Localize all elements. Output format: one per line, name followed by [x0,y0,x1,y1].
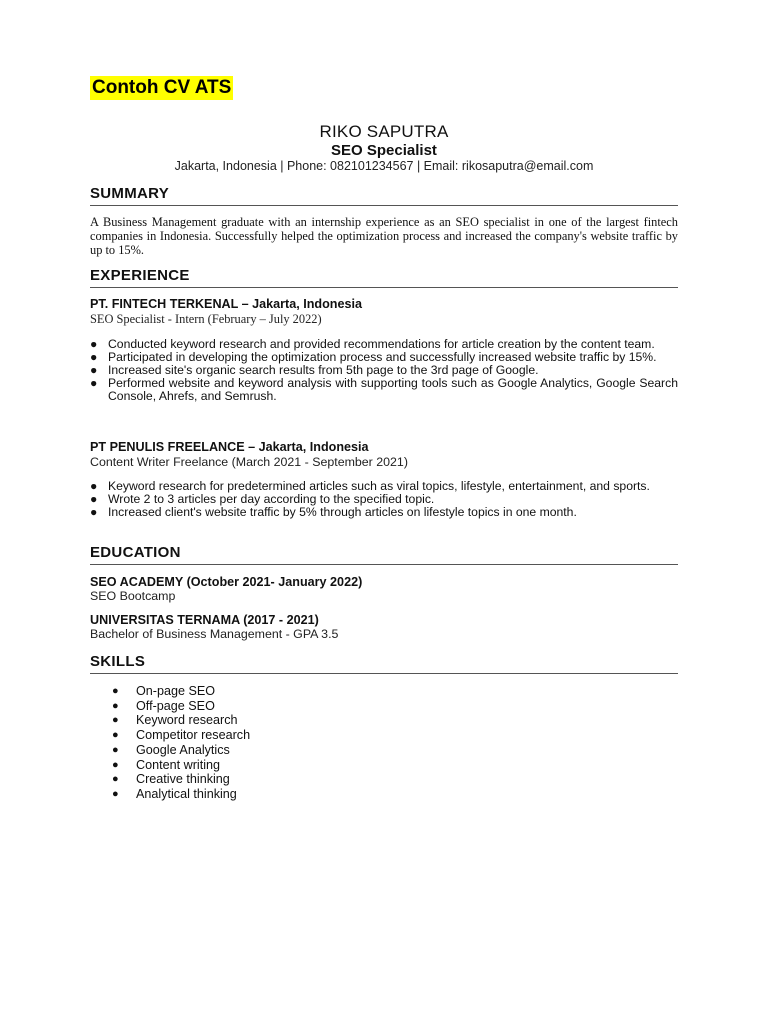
list-item: ● Creative thinking [112,772,230,787]
list-item: ● Wrote 2 to 3 articles per day according to the specified topic. [90,492,435,506]
contact-line: Jakarta, Indonesia | Phone: 082101234567 | Email: rikosaputra@email.com [174,159,594,173]
job-company: PT. FINTECH TERKENAL – Jakarta, Indonesia [90,297,362,311]
summary-section-header [90,184,678,206]
bullet-icon: ● [90,363,98,377]
bullet-icon: ● [112,758,119,771]
list-item: ● Keyword research [112,713,238,728]
candidate-role: SEO Specialist [331,142,437,159]
job-company: PT PENULIS FREELANCE – Jakarta, Indonesia [90,440,369,454]
list-item: ● Performed website and keyword analysis with supporting tools such as Google Analytics, Google Search Console, Ahrefs, and Semrush. [90,376,678,403]
experience-section-header [90,266,678,288]
list-item: ● Competitor research [112,728,251,743]
job-title: SEO Specialist - Intern (February – July 2022) [90,312,322,326]
bullet-icon: ● [90,350,98,364]
bullet-icon: ● [112,787,119,800]
list-item: ● Content writing [112,757,220,772]
skills-heading: SKILLS [90,652,678,674]
bullet-icon: ● [112,729,119,742]
bullet-icon: ● [112,699,119,712]
education-detail: SEO Bootcamp [90,589,176,603]
list-item: ● Increased site's organic search results from 5th page to the 3rd page of Google. [90,363,539,377]
list-item: ● Analytical thinking [112,786,237,801]
bullet-icon: ● [90,376,98,390]
education-school: SEO ACADEMY (October 2021- January 2022) [90,575,363,589]
bullet-icon: ● [90,505,98,519]
bullet-icon: ● [112,743,119,756]
list-item: ● Conducted keyword research and provided recommendations for article creation by the content team. [90,337,655,351]
job-bullets [90,338,678,403]
experience-heading: EXPERIENCE [90,266,678,288]
list-item: ● Participated in developing the optimization process and successfully increased website traffic by 15%. [90,350,657,364]
bullet-icon: ● [112,714,119,727]
skills-list [112,684,250,802]
list-item: ● Increased client's website traffic by 5% through articles on lifestyle topics in one month. [90,505,577,519]
bullet-icon: ● [112,685,119,697]
list-item: ● Google Analytics [112,742,230,757]
candidate-name: RIKO SAPUTRA [319,122,449,141]
bullet-icon: ● [90,492,98,506]
list-item: ● On-page SEO [112,684,216,698]
skills-section-header [90,652,678,674]
job-bullets [90,480,678,519]
bullet-icon: ● [90,479,98,493]
education-section-header [90,543,678,565]
job-title: Content Writer Freelance (March 2021 - September 2021) [90,455,408,469]
education-heading: EDUCATION [90,543,678,565]
education-school: UNIVERSITAS TERNAMA (2017 - 2021) [90,613,319,627]
bullet-icon: ● [90,337,98,351]
bullet-icon: ● [112,773,119,786]
summary-heading: SUMMARY [90,184,678,206]
summary-text: A Business Management graduate with an internship experience as an SEO specialist in one of the largest fintech companies in Indonesia. Successfully helped the optimization process and increased the company's website traffic by up to 15%. [90,215,678,257]
document-title: Contoh CV ATS [92,77,232,98]
list-item: ● Off-page SEO [112,698,215,713]
list-item: ● Keyword research for predetermined articles such as viral topics, lifestyle, entertainment, and sports. [90,479,650,493]
education-detail: Bachelor of Business Management - GPA 3.5 [90,627,339,641]
